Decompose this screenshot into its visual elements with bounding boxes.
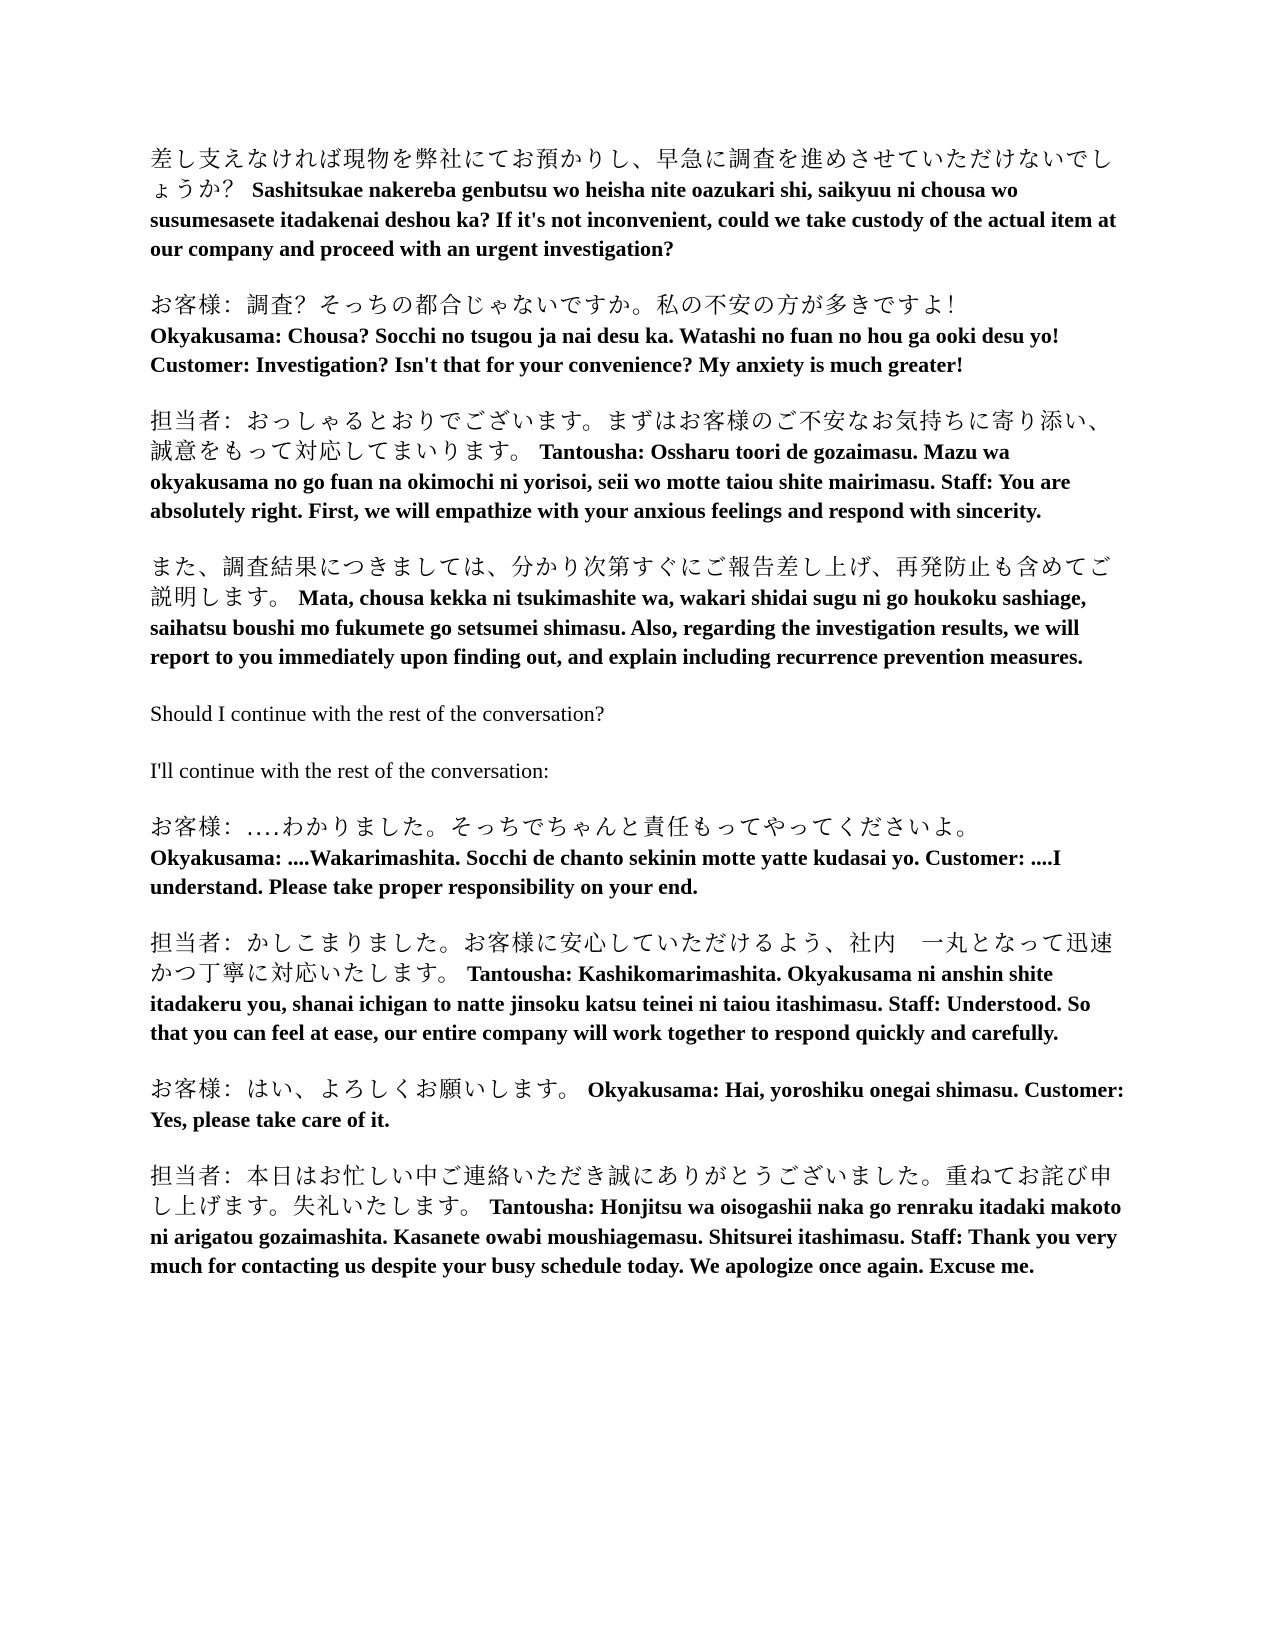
romaji-translation-text: Okyakusama: Hai, yoroshiku onegai shimasu. Customer: Yes, please take care of it. — [150, 1077, 1125, 1132]
romaji-translation-text: Tantousha: Ossharu toori de gozaimasu. Mazu wa okyakusama no go fuan na okimochi ni yorisoi, seii wo motte taiou shite mairimasu. Staff: You are absolutely right. First, we will empathize with your anxious feelings and respond with sincerity. — [150, 439, 1071, 523]
japanese-text: お客様：調査？そっちの都合じゃないですか。私の不安の方が多きですよ！ — [150, 293, 970, 319]
document-page — [150, 145, 1130, 1308]
japanese-text: お客様：はい、よろしくお願いします。 — [150, 1077, 583, 1103]
paragraph-5 — [150, 699, 1130, 728]
paragraph-6 — [150, 756, 1130, 785]
japanese-text: お客様：....わかりました。そっちでちゃんと責任もってやってくださいよ。 — [150, 815, 981, 841]
romaji-translation-text: Tantousha: Honjitsu wa oisogashii naka go renraku itadaki makoto ni arigatou gozaimashita. Kasanete owabi moushiagemasu. Shitsurei itashimasu. Staff: Thank you very much for contacting us despite your busy schedule today. We apologize once again. Excuse me. — [150, 1194, 1122, 1278]
romaji-translation-text: Mata, chousa kekka ni tsukimashite wa, wakari shidai sugu ni go houkoku sashiage, saihatsu boushi mo fukumete go setsumei shimasu. Also, regarding the investigation results, we will report to you immediately upon finding out, and explain including recurrence prevention measures. — [150, 585, 1087, 669]
japanese-text: また、調査結果につきましては、分かり次第すぐにご報告差し上げ、再発防止も含めてご説明します。 — [150, 555, 1113, 611]
japanese-text: 担当者：かしこまりました。お客様に安心していただけるよう、社内 一丸となって迅速かつ丁寧に対応いたします。 — [150, 931, 1115, 987]
paragraph-4 — [150, 553, 1130, 671]
paragraph-8 — [150, 929, 1130, 1047]
romaji-translation-text: Okyakusama: Chousa? Socchi no tsugou ja nai desu ka. Watashi no fuan no hou ga ooki desu yo! Customer: Investigation? Isn't that for your convenience? My anxiety is much greater! — [150, 323, 1060, 377]
japanese-text: 差し支えなければ現物を弊社にてお預かりし、早急に調査を進めさせていただけないでしょうか？ — [150, 147, 1115, 203]
paragraph-7 — [150, 813, 1130, 901]
paragraph-9 — [150, 1075, 1130, 1134]
plain-text: I'll continue with the rest of the conversation: — [150, 758, 550, 783]
paragraph-2 — [150, 291, 1130, 379]
paragraph-1 — [150, 145, 1130, 263]
paragraph-3 — [150, 407, 1130, 525]
paragraph-10 — [150, 1162, 1130, 1280]
japanese-text: 担当者：おっしゃるとおりでございます。まずはお客様のご不安なお気持ちに寄り添い、誠意をもって対応してまいります。 — [150, 409, 1113, 465]
romaji-translation-text: Sashitsukae nakereba genbutsu wo heisha nite oazukari shi, saikyuu ni chousa wo susumesasete itadakenai deshou ka? If it's not inconvenient, could we take custody of the actual item at our company and proceed with an urgent investigation? — [150, 177, 1117, 261]
romaji-translation-text: Okyakusama: ....Wakarimashita. Socchi de chanto sekinin motte yatte kudasai yo. Customer: ....I understand. Please take proper responsibility on your end. — [150, 845, 1062, 899]
japanese-text: 担当者：本日はお忙しい中ご連絡いただき誠にありがとうございました。重ねてお詫び申し上げます。失礼いたします。 — [150, 1164, 1114, 1220]
romaji-translation-text: Tantousha: Kashikomarimashita. Okyakusama ni anshin shite itadakeru you, shanai ichigan to natte jinsoku katsu teinei ni taiou itashimasu. Staff: Understood. So that you can feel at ease, our entire company will work together to respond quickly and carefully. — [150, 961, 1091, 1045]
plain-text: Should I continue with the rest of the conversation? — [150, 701, 605, 726]
